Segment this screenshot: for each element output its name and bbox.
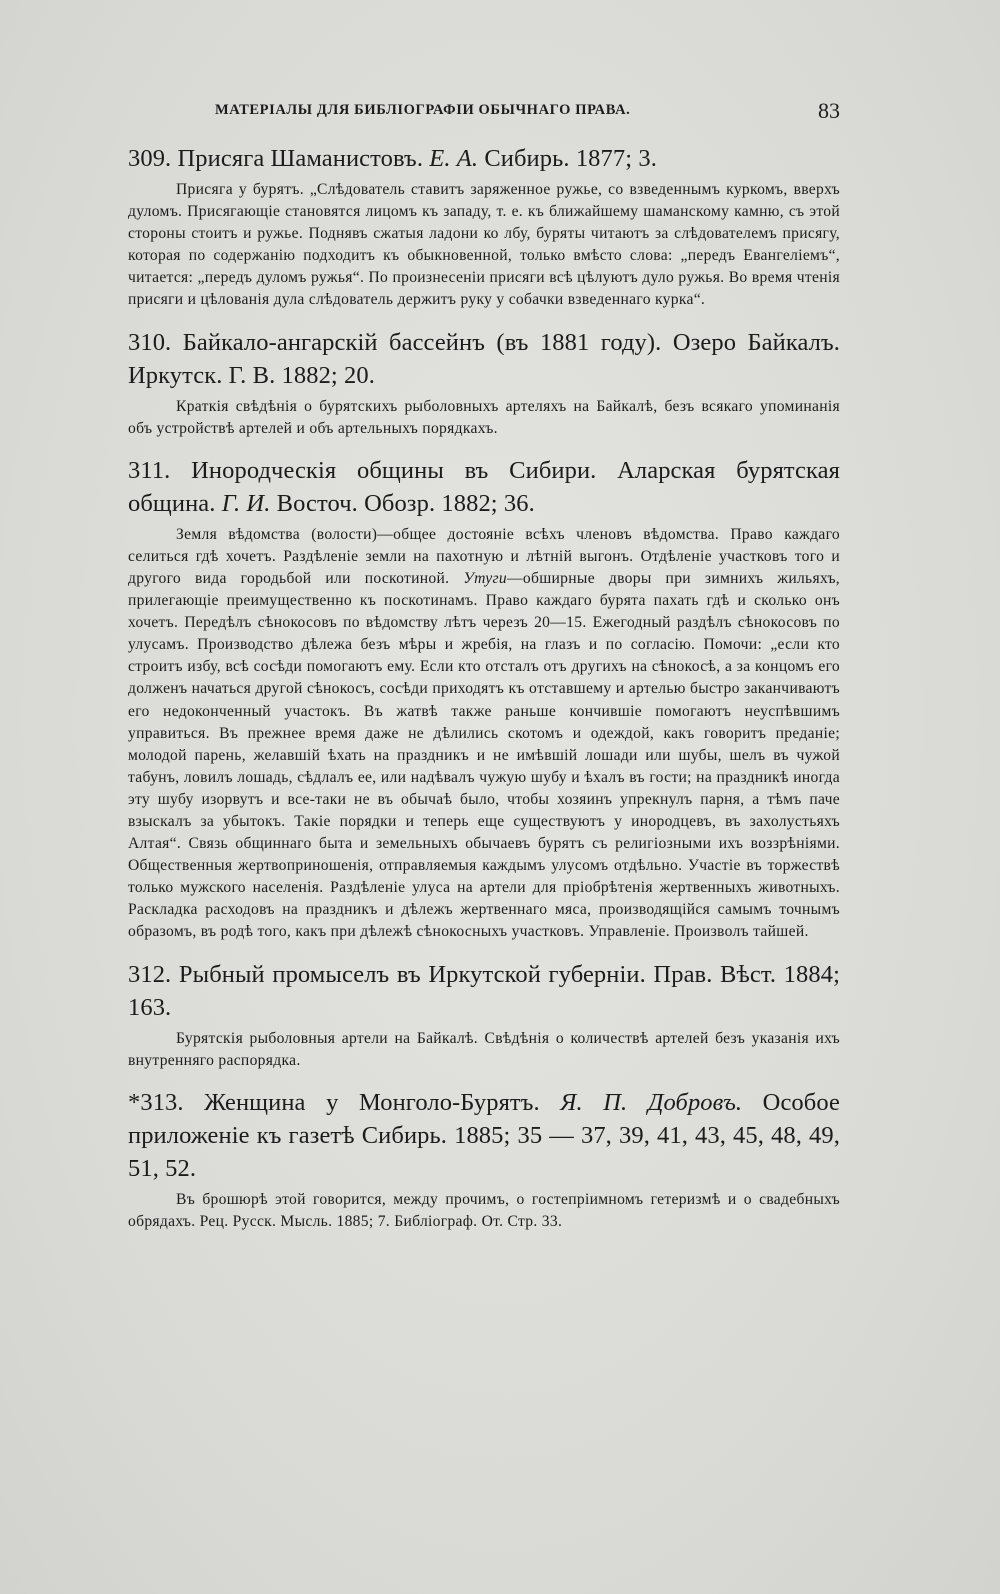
entry-annotation: Краткія свѣдѣнія о бурятскихъ рыболовныхъ артеляхъ на Байкалѣ, безъ всякаго упоминанія объ устройствѣ артелей и объ артельныхъ порядкахъ. (128, 397, 840, 437)
entry-309 (128, 142, 840, 312)
entry-title-text: Рыбный промыселъ въ Иркутской губерніи. Прав. Вѣст. 1884; 163. (128, 960, 840, 1021)
entry-number: *313. (128, 1088, 184, 1116)
entry-311 (128, 454, 840, 944)
entry-source: Восточ. Обозр. 1882; 36. (276, 489, 535, 517)
entry-source: Особое приложеніе къ газетѣ Сибирь. 1885; 35 — 37, 39, 41, 43, 45, 48, 49, 51, 52. (128, 1088, 840, 1182)
entry-author: Е. А. (429, 145, 479, 172)
entry-annotation: Бурятскія рыболовныя артели на Байкалѣ. Свѣдѣнія о количествѣ артелей безъ указанія ихъ внутренняго распорядка. (128, 1029, 840, 1069)
annotation-text: Земля вѣдомства (волости)—общее достояніе всѣхъ членовъ вѣдомства. Право каждаго селиться гдѣ хочетъ. Раздѣленіе земли на пахотную и лѣтній выгонъ. Отдѣленіе участковъ того и другого вида городьбой или поскотиной. (128, 525, 840, 587)
entry-title-text: Женщина у Монголо-Бурятъ. (204, 1088, 540, 1116)
entry-title-text: Присяга Шаманистовъ. (177, 145, 424, 172)
entry-title (128, 1086, 840, 1185)
page-number: 83 (818, 98, 840, 123)
entry-number: 310. (128, 328, 172, 356)
entry-title (128, 958, 840, 1024)
entry-313 (128, 1086, 840, 1233)
entry-annotation: Присяга у бурятъ. „Слѣдователь ставитъ заряженное ружье, со взведеннымъ куркомъ, вверхъ дуломъ. Присягающіе становятся лицомъ къ западу, т. е. къ ближайшему шаманскому камню, съ этой стороны стоитъ и ружье. Поднявъ сжатыя ладони ко лбу, буряты читаютъ за слѣдователемъ присягу, которая по содержанію подходитъ къ обыкновенной, только вмѣсто слова: „передъ Евангеліемъ“, читается: „передъ дуломъ ружья“. По произнесеніи присяги всѣ цѣлуютъ дуло ружья. Во время чтенія присяги и цѣлованія дула слѣдователь держитъ руку у собачки взведеннаго курка“. (128, 181, 840, 309)
entry-312 (128, 958, 840, 1072)
entry-title (128, 142, 840, 175)
entry-310 (128, 326, 840, 440)
page-content (128, 142, 840, 1247)
annotation-term: Утуги (463, 569, 507, 587)
entry-number: 309. (128, 145, 172, 172)
entry-author: Г. И. (221, 489, 271, 517)
entry-title (128, 326, 840, 392)
entry-author: Я. П. Добровъ. (560, 1088, 743, 1116)
running-head: МАТЕРІАЛЫ ДЛЯ БИБЛІОГРАФІИ ОБЫЧНАГО ПРАВА. (215, 102, 631, 118)
entry-annotation: Въ брошюрѣ этой говорится, между прочимъ, о гостепріимномъ гетеризмѣ и о свадебныхъ обрядахъ. Рец. Русск. Мысль. 1885; 7. Библіограф. От. Стр. 33. (128, 1190, 840, 1230)
entry-annotation (128, 524, 840, 944)
annotation-text: —обширные дворы при зимнихъ жильяхъ, прилегающіе преимущественно къ поскотинамъ. Право каждаго бурята пахать гдѣ и сколько онъ хочетъ. Передѣлъ сѣнокосовъ по вѣдомству лѣтъ черезъ 20—15. Ежегодный раздѣлъ сѣнокосовъ по улусамъ. Производство дѣлежа безъ мѣры и жребія, на глазъ и по согласію. Помочи: „если кто строитъ избу, всѣ сосѣди помогаютъ ему. Если кто отсталъ отъ другихъ на сѣнокосѣ, а за концомъ его долженъ начаться другой сѣнокосъ, сосѣди приходятъ къ отставшему и артелью быстро заканчиваютъ его недоконченный участокъ. Въ жатвѣ также раньше кончившіе помогаютъ неуспѣвшимъ управиться. Въ прежнее время даже не дѣлились скотомъ и одеждой, какъ говоритъ преданіе; молодой парень, желавшій ѣхать на праздникъ и не имѣвшій лошади или шубы, шелъ въ чужой табунъ, ловилъ лошадь, сѣдлалъ ее, или надѣвалъ чужую шубу и ѣхалъ въ гости; на праздникѣ иногда эту шубу изорвутъ и все-таки не въ обычаѣ было, чтобы хозяинъ упрекнулъ парня, а тѣмъ паче взыскалъ за убытокъ. Такіе порядки и теперь еще существуютъ у инородцевъ, въ захолустьяхъ Алтая“. Связь общиннаго быта и земельныхъ обычаевъ бурятъ съ религіозными ихъ воззрѣніями. Общественныя жертвоприношенія, отправляемыя каждымъ улусомъ отдѣльно. Участіе въ торжествѣ только мужского населенія. Раздѣленіе улуса на артели для пріобрѣтенія жертвенныхъ животныхъ. Раскладка расходовъ на праздникъ и дѣлежъ жертвеннаго мяса, производящійся самымъ точнымъ образомъ, въ родѣ того, какъ при дѣлежѣ сѣнокосныхъ участковъ. Управленіе. Произволъ тайшей. (128, 569, 841, 941)
page-header (215, 98, 840, 128)
entry-number: 311. (128, 456, 171, 484)
entry-title-text: Байкало-ангарскій бассейнъ (въ 1881 году). Озеро Байкалъ. Иркутск. Г. В. 1882; 20. (128, 328, 840, 389)
entry-title (128, 454, 840, 520)
entry-number: 312. (128, 960, 172, 988)
entry-title-text: Инородческія общины въ Сибири. Аларская бурятская община. (128, 456, 840, 517)
entry-source: Сибирь. 1877; 3. (484, 145, 657, 172)
